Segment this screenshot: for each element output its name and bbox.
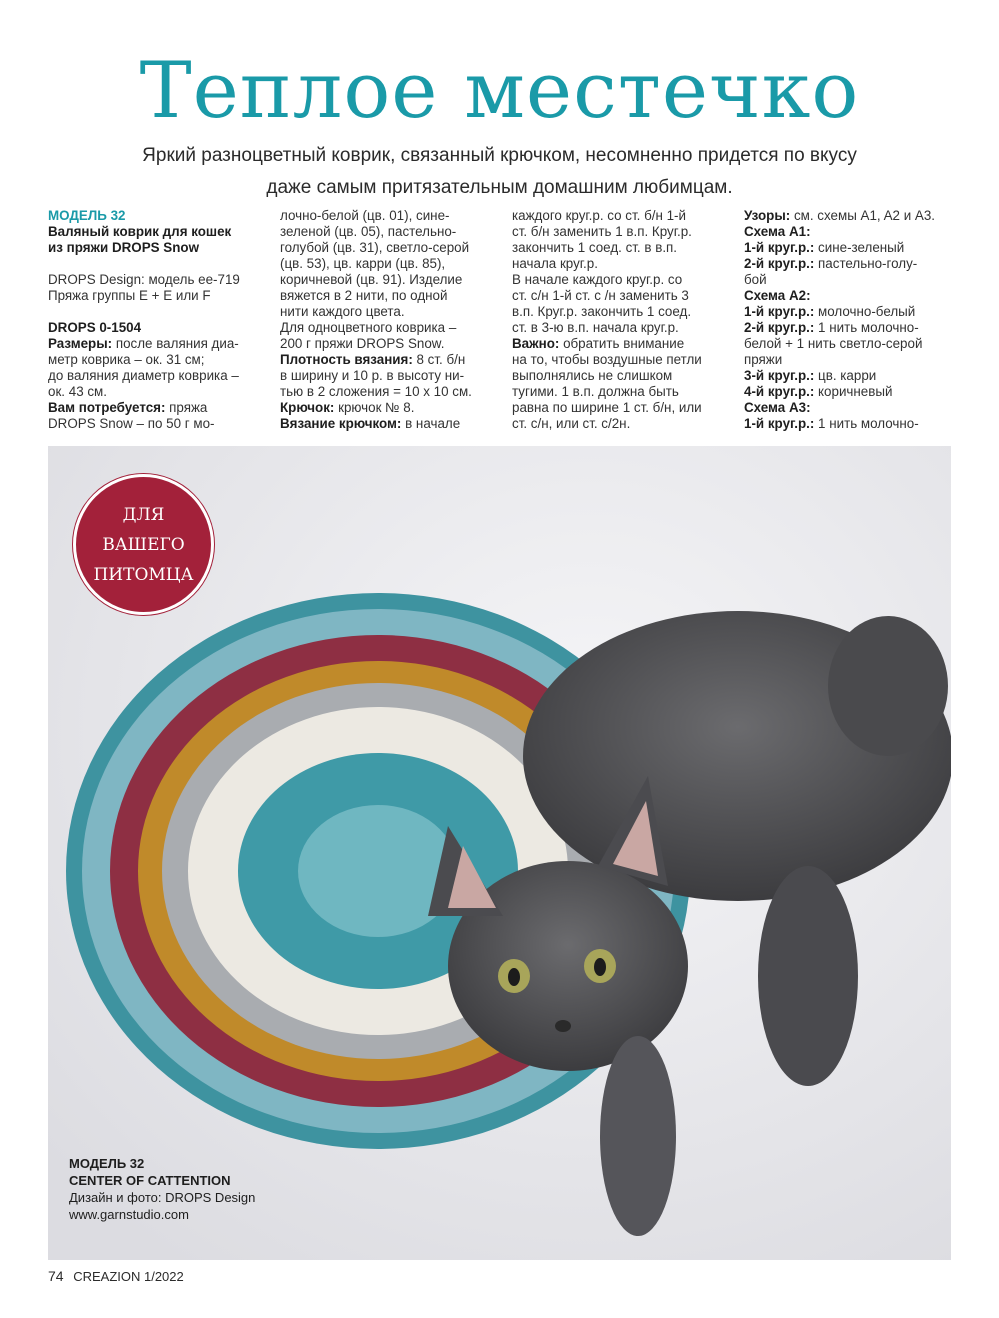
sizes-label: Размеры: bbox=[48, 336, 113, 351]
round-label: 4-й круг.р.: bbox=[744, 384, 815, 399]
sizes-text-4: ок. 43 см. bbox=[48, 384, 107, 399]
caption-title: CENTER OF CATTENTION bbox=[69, 1173, 231, 1188]
caption-model: МОДЕЛЬ 32 bbox=[69, 1156, 145, 1171]
materials-text: пряжа bbox=[165, 400, 208, 415]
model-name-line-1: Валяный коврик для кошек bbox=[48, 224, 232, 239]
col2-line: Для одноцветного коврика – bbox=[280, 320, 457, 335]
round-text: 1 нить молочно- bbox=[814, 320, 919, 335]
column-1 bbox=[48, 208, 280, 438]
important-label: Важно: bbox=[512, 336, 560, 351]
col3-line: каждого круг.р. со ст. б/н 1-й bbox=[512, 208, 686, 223]
col3-line: ст. с/н, или ст. с/2н. bbox=[512, 416, 631, 431]
col2-line: коричневой (цв. 91). Изделие bbox=[280, 272, 463, 287]
model-name-line-2: из пряжи DROPS Snow bbox=[48, 240, 200, 255]
hook-label: Крючок: bbox=[280, 400, 335, 415]
round-text: сине-зеленый bbox=[814, 240, 905, 255]
sizes-text: после валяния диа- bbox=[112, 336, 239, 351]
caption-website: www.garnstudio.com bbox=[69, 1207, 189, 1222]
patterns-text: см. схемы A1, A2 и A3. bbox=[790, 208, 936, 223]
col3-line: В начале каждого круг.р. со bbox=[512, 272, 683, 287]
chart-a3-heading: Схема A3: bbox=[744, 400, 811, 415]
drops-code: DROPS 0-1504 bbox=[48, 320, 142, 335]
round-text: пряжи bbox=[744, 352, 783, 367]
round-label: 1-й круг.р.: bbox=[744, 416, 815, 431]
photo-caption bbox=[69, 1155, 255, 1223]
round-label: 1-й круг.р.: bbox=[744, 304, 815, 319]
density-label: Плотность вязания: bbox=[280, 352, 413, 367]
lead-line-2: даже самым притязательным домашним любимцам. bbox=[266, 177, 733, 198]
chart-a2-heading: Схема A2: bbox=[744, 288, 811, 303]
instructions-columns bbox=[48, 208, 958, 438]
sizes-text-2: метр коврика – ок. 31 см; bbox=[48, 352, 205, 367]
badge-line-1: ДЛЯ bbox=[122, 504, 165, 525]
col3-line: начала круг.р. bbox=[512, 256, 598, 271]
col3-line: тугими. 1 в.п. должна быть bbox=[512, 384, 679, 399]
page-title: Теплое местечко bbox=[139, 46, 860, 136]
col3-line: в.п. Круг.р. закончить 1 соед. bbox=[512, 304, 692, 319]
page-number: 74 bbox=[48, 1268, 64, 1284]
round-text: коричневый bbox=[814, 384, 893, 399]
col3-line: равна по ширине 1 ст. б/н, или bbox=[512, 400, 702, 415]
page-footer bbox=[48, 1268, 184, 1284]
col2-line: голубой (цв. 31), светло-серой bbox=[280, 240, 470, 255]
round-text: 1 нить молочно- bbox=[814, 416, 919, 431]
hook-text: крючок № 8. bbox=[334, 400, 415, 415]
crochet-label: Вязание крючком: bbox=[280, 416, 402, 431]
model-number: МОДЕЛЬ 32 bbox=[48, 208, 126, 223]
chart-a1-heading: Схема A1: bbox=[744, 224, 811, 239]
column-3 bbox=[512, 208, 744, 438]
round-text: пастельно-голу- bbox=[814, 256, 918, 271]
col2-line: 200 г пряжи DROPS Snow. bbox=[280, 336, 445, 351]
col3-line: ст. с/н 1-й ст. с /н заменить 3 bbox=[512, 288, 689, 303]
density-text: 8 ст. б/н bbox=[412, 352, 466, 367]
col2-line: лочно-белой (цв. 01), сине- bbox=[280, 208, 450, 223]
badge-line-3: ПИТОМЦА bbox=[93, 564, 194, 585]
round-label: 3-й круг.р.: bbox=[744, 368, 815, 383]
column-4 bbox=[744, 208, 958, 438]
materials-text-2: DROPS Snow – по 50 г мо- bbox=[48, 416, 215, 431]
col2-line: (цв. 53), цв. карри (цв. 85), bbox=[280, 256, 446, 271]
col2-line: вяжется в 2 нити, по одной bbox=[280, 288, 448, 303]
crochet-text: в начале bbox=[401, 416, 461, 431]
badge-line-2: ВАШЕГО bbox=[102, 534, 185, 555]
round-label: 2-й круг.р.: bbox=[744, 256, 815, 271]
design-ref: DROPS Design: модель ee-719 bbox=[48, 272, 240, 287]
materials-label: Вам потребуется: bbox=[48, 400, 166, 415]
col3-line: закончить 1 соед. ст. в в.п. bbox=[512, 240, 678, 255]
pet-badge bbox=[73, 474, 214, 615]
round-text: белой + 1 нить светло-серой bbox=[744, 336, 923, 351]
round-label: 2-й круг.р.: bbox=[744, 320, 815, 335]
caption-credit: Дизайн и фото: DROPS Design bbox=[69, 1190, 256, 1205]
round-label: 1-й круг.р.: bbox=[744, 240, 815, 255]
lead-line-1: Яркий разноцветный коврик, связанный крючком, несомненно придется по вкусу bbox=[142, 145, 857, 166]
magazine-issue: CREAZION 1/2022 bbox=[73, 1269, 184, 1284]
sizes-text-3: до валяния диаметр коврика – bbox=[48, 368, 239, 383]
lead-paragraph bbox=[95, 140, 904, 204]
round-text: цв. карри bbox=[814, 368, 877, 383]
col3-line: на то, чтобы воздушные петли bbox=[512, 352, 702, 367]
col2-line: нити каждого цвета. bbox=[280, 304, 405, 319]
col2-line: тью в 2 сложения = 10 x 10 см. bbox=[280, 384, 472, 399]
round-text: молочно-белый bbox=[814, 304, 916, 319]
col3-line: выполнялись не слишком bbox=[512, 368, 673, 383]
yarn-group: Пряжа группы E + E или F bbox=[48, 288, 211, 303]
col3-line: ст. в 3-ю в.п. начала круг.р. bbox=[512, 320, 679, 335]
col2-line: зеленой (цв. 05), пастельно- bbox=[280, 224, 457, 239]
round-text: бой bbox=[744, 272, 767, 287]
col3-line: ст. б/н заменить 1 в.п. Круг.р. bbox=[512, 224, 692, 239]
column-2 bbox=[280, 208, 512, 438]
patterns-label: Узоры: bbox=[744, 208, 791, 223]
col2-line: в ширину и 10 р. в высоту ни- bbox=[280, 368, 465, 383]
important-text: обратить внимание bbox=[559, 336, 685, 351]
